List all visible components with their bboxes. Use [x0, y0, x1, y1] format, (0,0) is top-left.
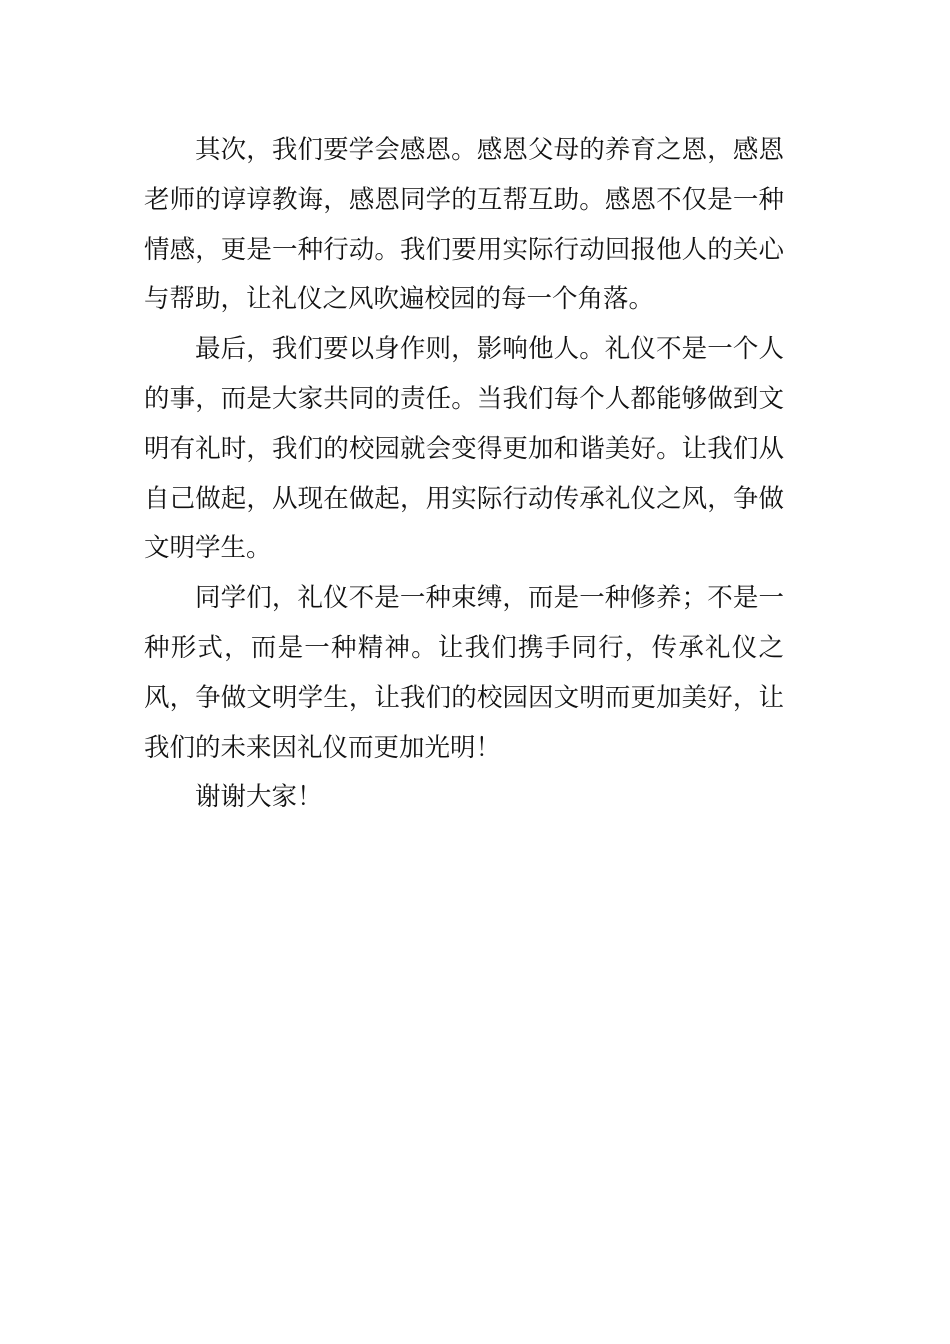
paragraph-gratitude: 其次，我们要学会感恩。感恩父母的养育之恩，感恩老师的谆谆教诲，感恩同学的互帮互助。感恩不仅是一种情感，更是一种行动。我们要用实际行动回报他人的关心与帮助，让礼仪之风吹遍校园的每一个角落。 [144, 135, 784, 315]
speech-body [144, 126, 784, 823]
paragraph-lead-by-example: 最后，我们要以身作则，影响他人。礼仪不是一个人的事，而是大家共同的责任。当我们每个人都能够做到文明有礼时，我们的校园就会变得更加和谐美好。让我们从自己做起，从现在做起，用实际行动传承礼仪之风，争做文明学生。 [144, 334, 784, 564]
paragraph-call-to-action: 同学们，礼仪不是一种束缚，而是一种修养；不是一种形式，而是一种精神。让我们携手同行，传承礼仪之风，争做文明学生，让我们的校园因文明而更加美好，让我们的未来因礼仪而更加光明！ [144, 583, 784, 763]
paragraph-thanks: 谢谢大家！ [195, 782, 323, 813]
